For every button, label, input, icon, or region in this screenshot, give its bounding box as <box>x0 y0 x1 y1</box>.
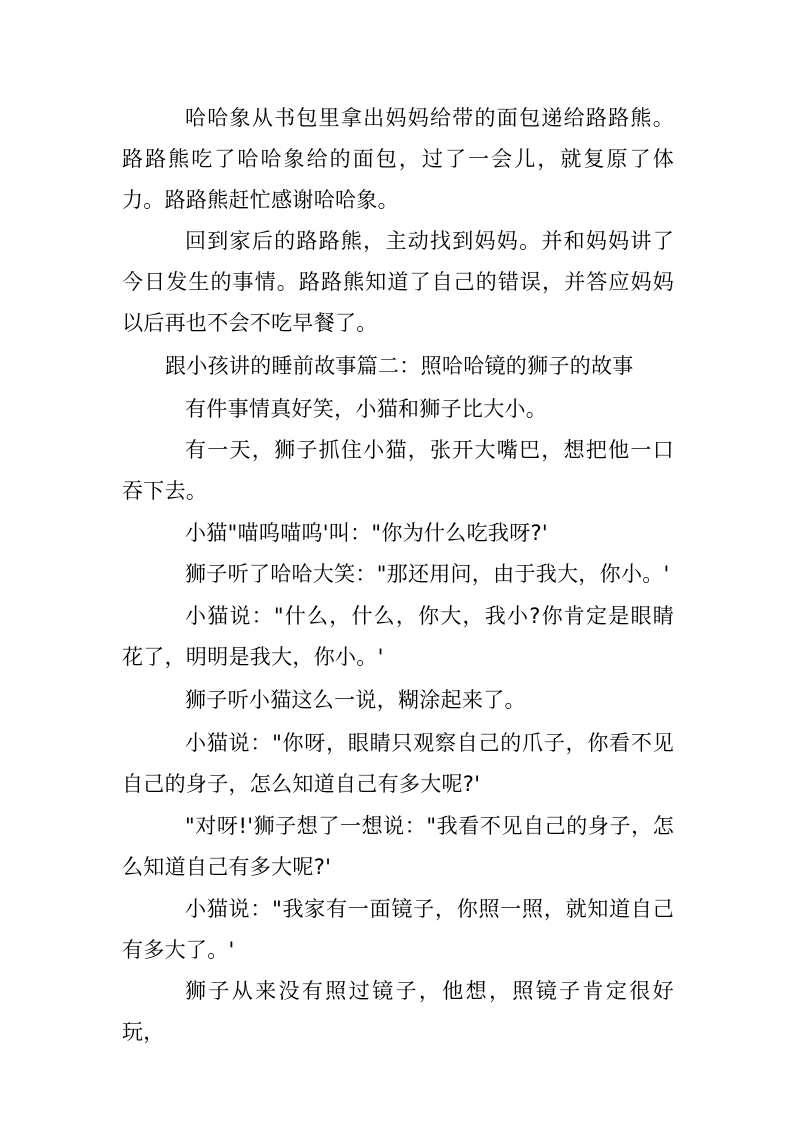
paragraph: 小猫说："我家有一面镜子，你照一照，就知道自己有多大了。' <box>122 897 674 962</box>
section-heading: 跟小孩讲的睡前故事篇二：照哈哈镜的狮子的故事 <box>165 354 634 378</box>
paragraph: 哈哈象从书包里拿出妈妈给带的面包递给路路熊。路路熊吃了哈哈象给的面包，过了一会儿，就复原了体力。路路熊赶忙感谢哈哈象。 <box>122 106 674 212</box>
paragraph: 有一天，狮子抓住小猫，张开大嘴巴，想把他一口吞下去。 <box>122 438 674 503</box>
paragraph: 小猫说："什么，什么，你大，我小?你肯定是眼睛花了，明明是我大，你小。' <box>122 604 674 669</box>
paragraph: 有件事情真好笑，小猫和狮子比大小。 <box>185 397 548 421</box>
paragraph: "对呀!'狮子想了一想说："我看不见自己的身子，怎么知道自己有多大呢?' <box>122 814 674 879</box>
paragraph: 小猫"喵呜喵呜'叫："你为什么吃我呀?' <box>185 521 549 545</box>
paragraph: 狮子从来没有照过镜子，他想，照镜子肯定很好玩， <box>122 979 674 1044</box>
paragraph: 回到家后的路路熊，主动找到妈妈。并和妈妈讲了今日发生的事情。路路熊知道了自己的错误，并答应妈妈以后再也不会不吃早餐了。 <box>122 229 674 335</box>
paragraph: 小猫说："你呀，眼睛只观察自己的爪子，你看不见自己的身子，怎么知道自己有多大呢?' <box>122 731 674 796</box>
paragraph: 狮子听了哈哈大笑："那还用问，由于我大，你小。' <box>185 562 670 586</box>
paragraph: 狮子听小猫这么一说，糊涂起来了。 <box>185 688 526 712</box>
